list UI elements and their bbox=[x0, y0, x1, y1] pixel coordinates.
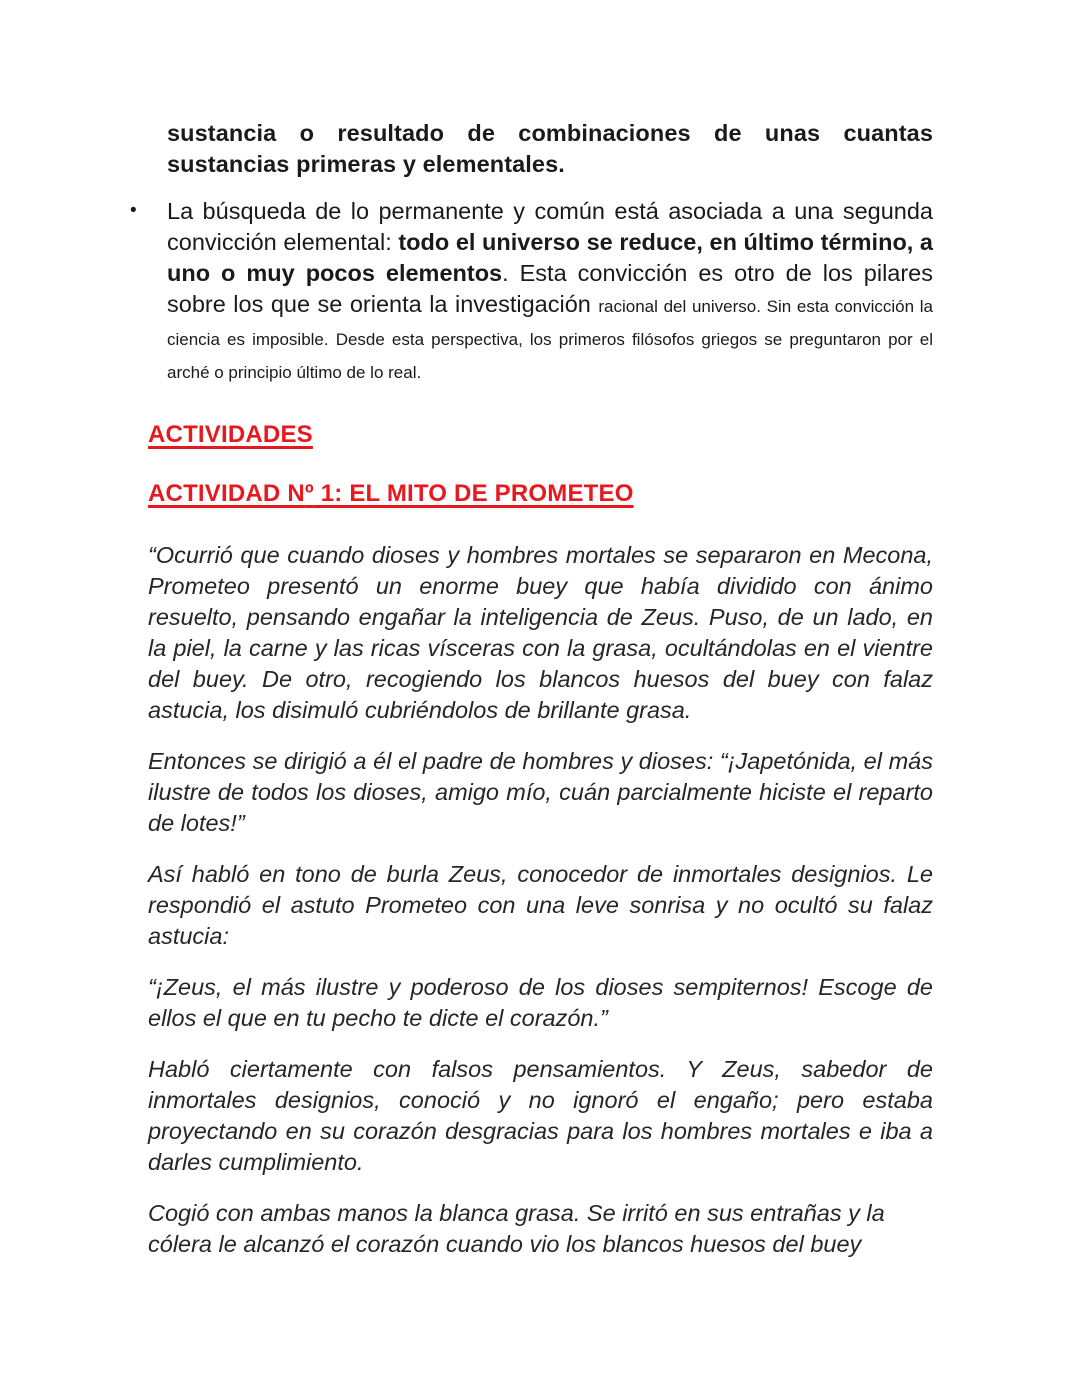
bullet-item-text bbox=[167, 196, 933, 388]
arche-term: arché bbox=[167, 363, 210, 382]
myth-paragraph-4: “¡Zeus, el más ilustre y poderoso de los dioses sempiternos! Escoge de ellos el que en tu pecho te dicte el corazón.” bbox=[148, 974, 933, 1031]
heading-actividad-1-prefix: ACTIVIDAD N bbox=[148, 480, 305, 507]
bullet-text-part2: . Esta convicción es otro de los pilares sobre los que se orienta la investigación bbox=[167, 260, 934, 317]
bullet-text-part1: La búsqueda de lo permanente y común está asociada a una segunda convicción elemental: bbox=[167, 198, 933, 255]
ordinal-indicator: º bbox=[304, 480, 314, 507]
bullet-small-text-2: o principio último de lo real. bbox=[209, 363, 422, 382]
lead-bold-paragraph: sustancia o resultado de combinaciones de unas cuantas sustancias primeras y elementales. bbox=[167, 120, 933, 177]
bullet-small-text-1: racional del universo. Sin esta convicción la ciencia es imposible. Desde esta perspectiva, los primeros filósofos griegos se preguntaron por el bbox=[167, 297, 933, 349]
heading-actividades: ACTIVIDADES bbox=[148, 421, 313, 448]
heading-actividad-1-rest: 1: EL MITO DE PROMETEO bbox=[313, 480, 634, 507]
bullet-list bbox=[148, 196, 933, 388]
page-content bbox=[148, 118, 933, 1260]
myth-paragraph-1: “Ocurrió que cuando dioses y hombres mortales se separaron en Mecona, Prometeo presentó un enorme buey que había dividido con ánimo resuelto, pensando engañar la inteligencia de Zeus. Puso, de un lado, en la piel, la carne y las ricas vísceras con la grasa, ocultándolas en el vientre del buey. De otro, recogiendo los blancos huesos del buey con falaz astucia, los disimuló cubriéndolos de brillante grasa. bbox=[148, 542, 933, 723]
myth-paragraph-5: Habló ciertamente con falsos pensamientos. Y Zeus, sabedor de inmortales designios, conoció y no ignoró el engaño; pero estaba proyectando en su corazón desgracias para los hombres mortales e iba a darles cumplimiento. bbox=[148, 1056, 933, 1175]
myth-paragraph-2: Entonces se dirigió a él el padre de hombres y dioses: “¡Japetónida, el más ilustre de todos los dioses, amigo mío, cuán parcialmente hiciste el reparto de lotes!” bbox=[148, 748, 933, 836]
bullet-bold-emphasis: todo el universo se reduce, en último término, a uno o muy pocos elementos bbox=[167, 229, 933, 286]
myth-paragraph-3: Así habló en tono de burla Zeus, conocedor de inmortales designios. Le respondió el astuto Prometeo con una leve sonrisa y no ocultó su falaz astucia: bbox=[148, 861, 933, 949]
heading-actividad-1 bbox=[148, 479, 933, 509]
myth-paragraph-6: Cogió con ambas manos la blanca grasa. Se irritó en sus entrañas y la cólera le alcanzó el corazón cuando vio los blancos huesos del buey bbox=[148, 1200, 885, 1257]
list-item bbox=[148, 196, 933, 388]
